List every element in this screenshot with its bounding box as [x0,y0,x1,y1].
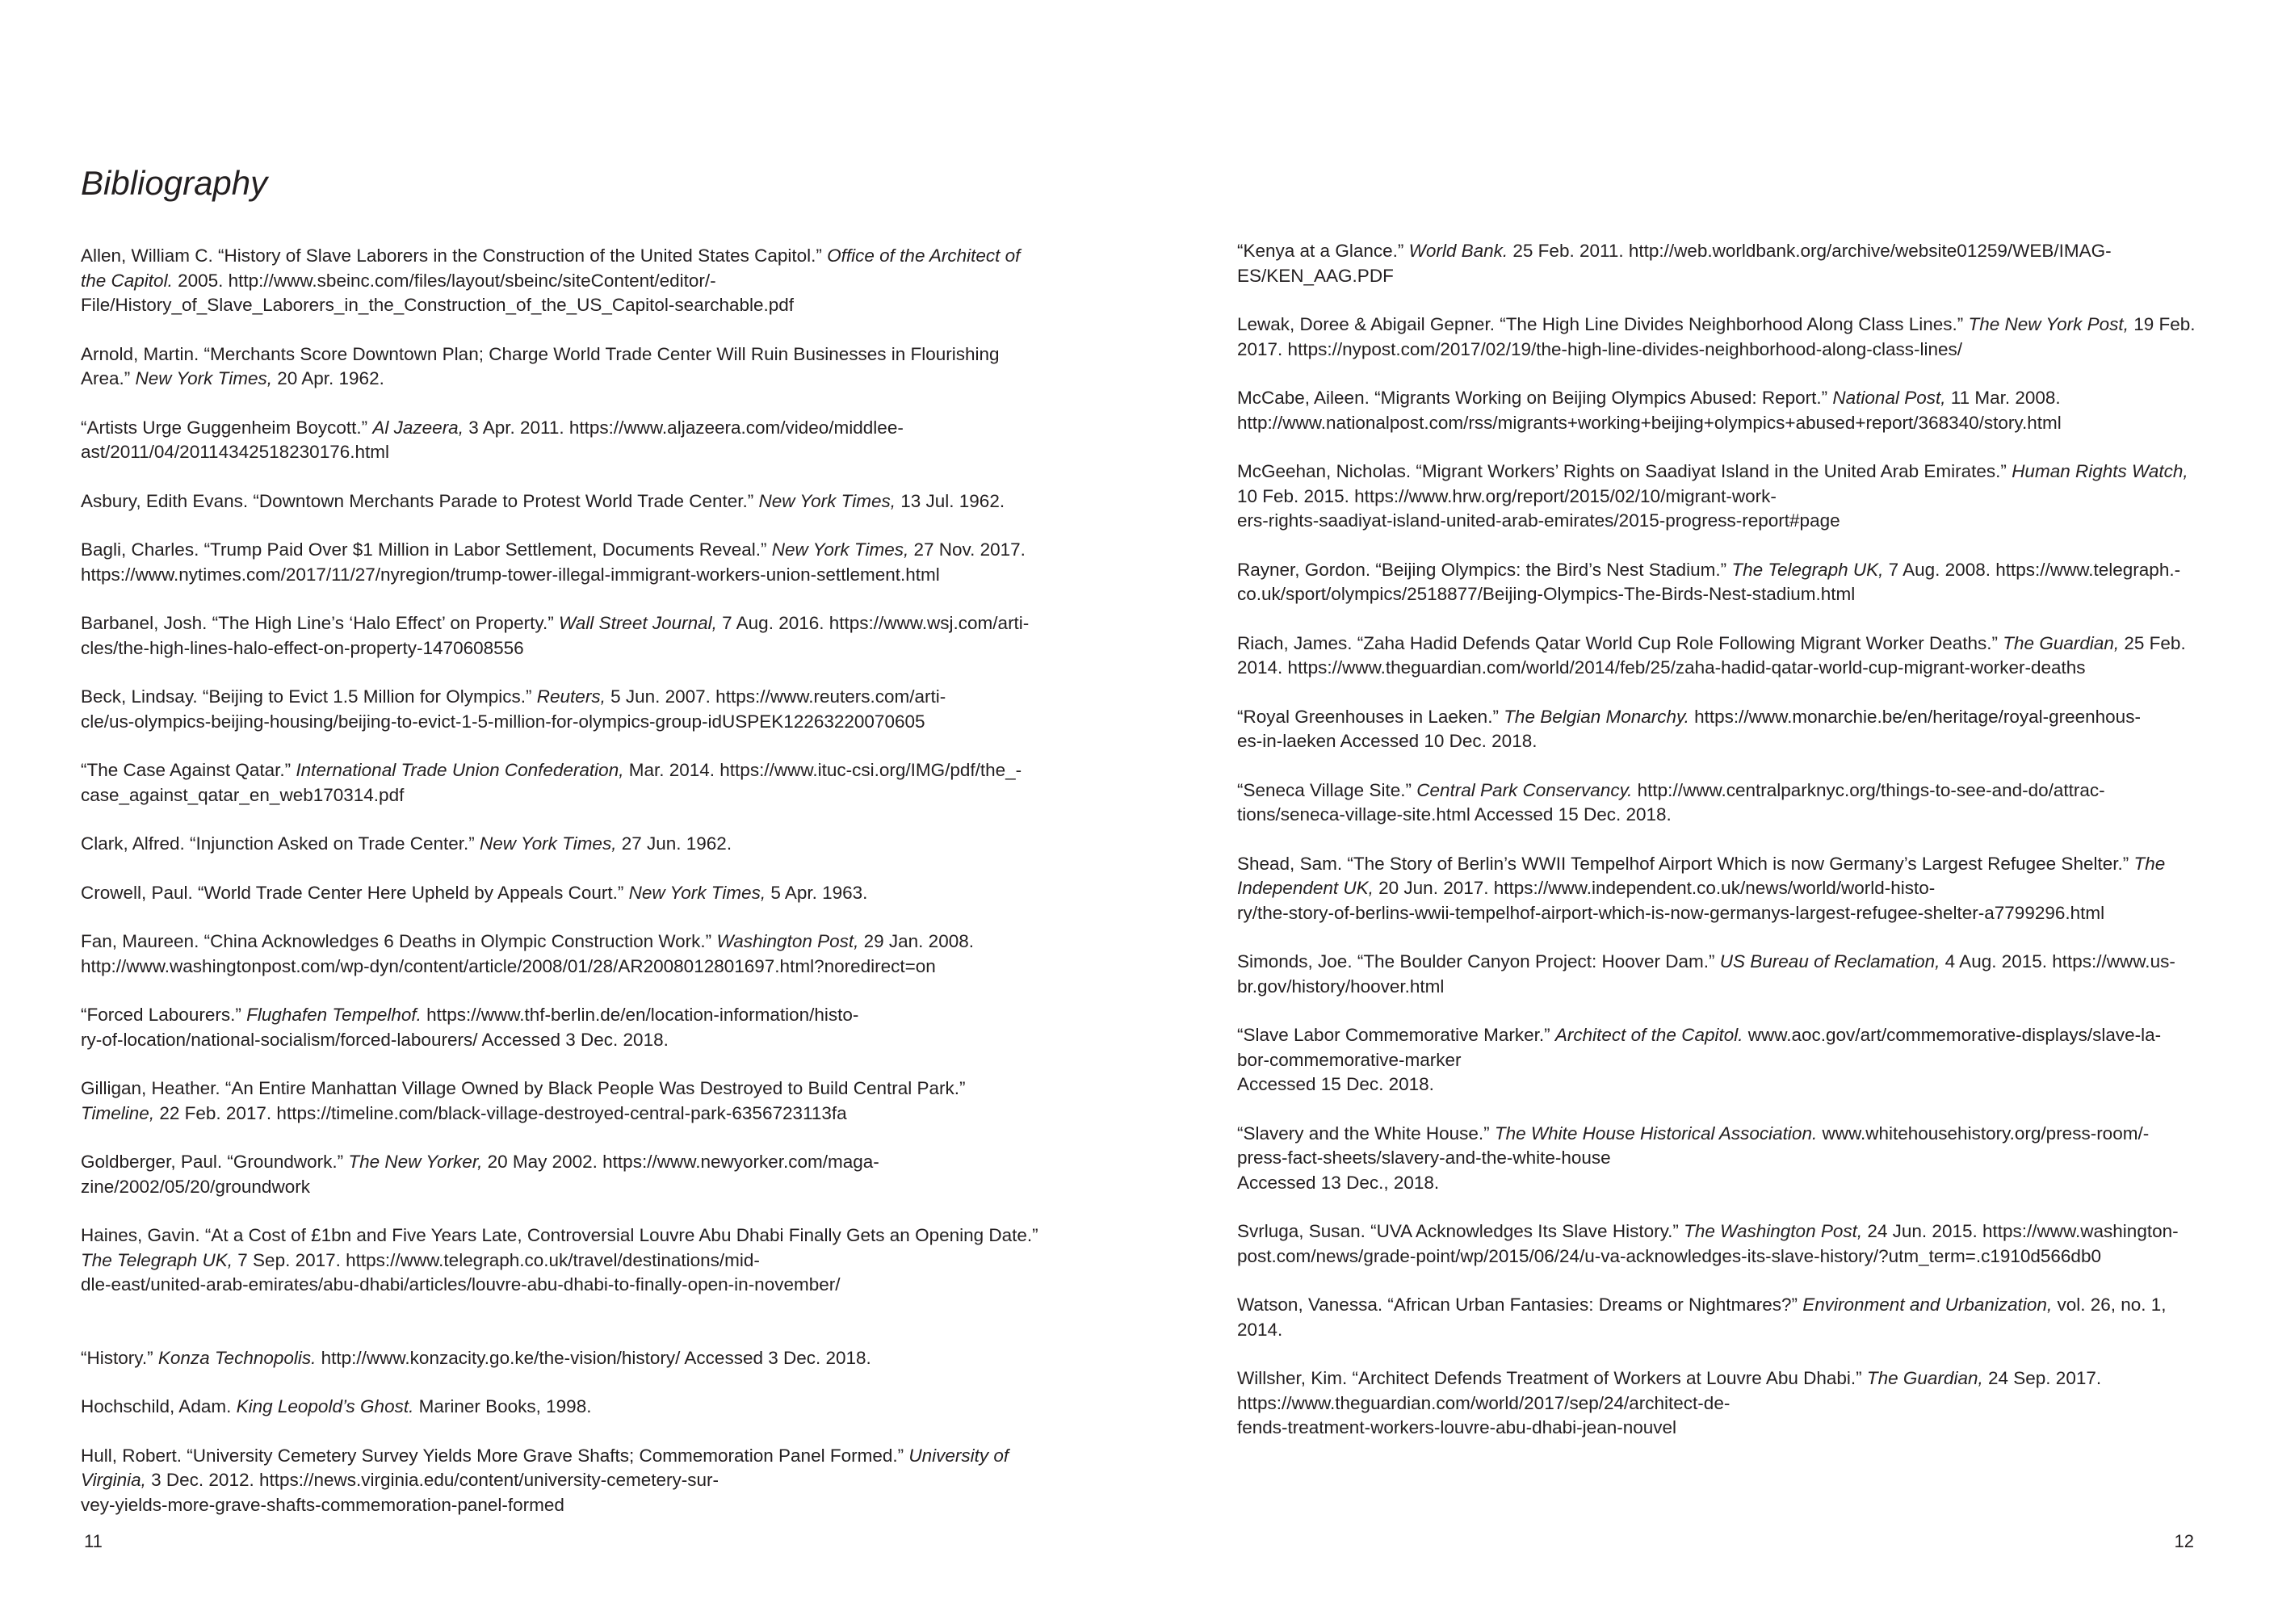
entry-line [1237,975,2230,1000]
citation-text: Asbury, Edith Evans. “Downtown Merchants Parade to Protest World Trade Center.” [81,490,759,511]
bibliography-entry [81,881,1074,906]
bibliography-entry [81,758,1074,808]
entry-line [1237,632,2230,657]
bibliography-entry [81,1150,1074,1199]
entry-line [1237,1244,2230,1269]
citation-text: 3 Dec. 2012. https://news.virginia.edu/content/university-cemetery-sur- [145,1470,719,1490]
citation-text: Accessed 13 Dec., 2018. [1237,1172,1440,1193]
bibliography-entry [1237,1366,2230,1441]
bibliography-entry [1237,950,2230,999]
citation-text: cle/us-olympics-beijing-housing/beijing-to-evict-1-5-million-for-olympics-group-idUSPEK12263220070605 [81,711,925,732]
bibliography-entry [81,538,1074,587]
citation-text: 2017. https://nypost.com/2017/02/19/the-high-line-divides-neighborhood-along-class-lines/ [1237,338,1963,359]
entry-line [1237,338,2230,363]
citation-text: “Kenya at a Glance.” [1237,241,1409,261]
entry-line [81,832,1074,857]
citation-text: br.gov/history/hoover.html [1237,976,1445,997]
bibliography-entry [81,1444,1074,1518]
entry-line [81,342,1074,367]
citation-text: www.aoc.gov/art/commemorative-displays/slave-la- [1743,1025,2162,1045]
bibliography-entry [1237,558,2230,607]
entry-line [81,1444,1074,1469]
entry-line [1237,485,2230,510]
entry-line [81,783,1074,808]
entry-line [81,1003,1074,1028]
source-title: Human Rights Watch, [2012,461,2188,481]
entry-line [81,293,1074,318]
citation-text: 24 Sep. 2017. [1982,1368,2102,1388]
entry-line [1237,1416,2230,1441]
citation-text: https://www.monarchie.be/en/heritage/royal-greenhous- [1689,706,2141,727]
citation-text: Hull, Robert. “University Cemetery Survey Yields More Grave Shafts; Commemoration Panel Formed.” [81,1445,909,1466]
entry-line [1237,1146,2230,1171]
bibliography-entry [1237,239,2230,288]
citation-text: McGeehan, Nicholas. “Migrant Workers’ Rights on Saadiyat Island in the United Arab Emirates.” [1237,461,2012,481]
entry-line [81,489,1074,514]
citation-text: http://www.washingtonpost.com/wp-dyn/content/article/2008/01/28/AR2008012801697.html?noredirect=on [81,955,936,976]
citation-text: Barbanel, Josh. “The High Line’s ‘Halo Effect’ on Property.” [81,613,559,633]
citation-text: 25 Feb. [2119,632,2186,653]
entry-line [81,710,1074,735]
citation-text: ES/KEN_AAG.PDF [1237,265,1394,286]
citation-text: https://www.thf-berlin.de/en/location-information/histo- [421,1005,859,1025]
citation-text: “Forced Labourers.” [81,1005,247,1025]
entry-line [1237,239,2230,264]
citation-text: Mariner Books, 1998. [413,1396,592,1416]
entry-line [81,416,1074,441]
citation-text: ers-rights-saadiyat-island-united-arab-emirates/2015-progress-report#page [1237,510,1840,531]
citation-text: “History.” [81,1347,158,1368]
citation-text: Clark, Alfred. “Injunction Asked on Trade Center.” [81,833,480,854]
source-title: New York Times, [758,490,896,511]
citation-text: Hochschild, Adam. [81,1396,237,1416]
entry-line [1237,656,2230,681]
citation-text: 3 Apr. 2011. https://www.aljazeera.com/video/middlee- [463,417,904,438]
citation-text: 7 Sep. 2017. https://www.telegraph.co.uk/travel/destinations/mid- [233,1249,760,1270]
bibliography-entry [81,342,1074,392]
source-title: Konza Technopolis. [157,1347,317,1368]
citation-text: Shead, Sam. “The Story of Berlin’s WWII Tempelhof Airport Which is now Germany’s Largest Refugee Shelter.” [1237,853,2134,874]
entry-line [81,685,1074,710]
citation-text: cles/the-high-lines-halo-effect-on-property-1470608556 [81,637,524,658]
entry-line [81,881,1074,906]
entry-line [1237,1122,2230,1147]
citation-text: 27 Jun. 1962. [616,833,732,854]
citation-text: “The Case Against Qatar.” [81,760,296,780]
source-title: Reuters, [536,686,606,707]
entry-line [81,1248,1074,1274]
source-title: The White House Historical Association. [1494,1123,1818,1144]
citation-text: “Artists Urge Guggenheim Boycott.” [81,417,373,438]
source-title: Virginia, [81,1470,146,1490]
citation-text: zine/2002/05/20/groundwork [81,1176,310,1197]
entry-line [81,1493,1074,1518]
entry-line [1237,460,2230,485]
entry-line [1237,876,2230,901]
source-title: University of [908,1445,1009,1466]
entry-line [1237,1391,2230,1416]
entry-line [81,1175,1074,1200]
entry-line [1237,582,2230,607]
citation-text: “Royal Greenhouses in Laeken.” [1237,706,1504,727]
bibliography-entry [1237,1122,2230,1196]
bibliography-entry [1237,460,2230,534]
bibliography-entry [81,1346,1074,1371]
source-title: The Telegraph UK, [1731,559,1884,580]
citation-text: Watson, Vanessa. “African Urban Fantasies: Dreams or Nightmares?” [1237,1295,1803,1315]
entry-line [81,758,1074,783]
source-title: World Bank. [1408,241,1508,261]
citation-text: 25 Feb. 2011. http://web.worldbank.org/archive/website01259/WEB/IMAG- [1508,241,2112,261]
bibliography-list-right [1237,239,2230,1465]
citation-text: “Slavery and the White House.” [1237,1123,1495,1144]
citation-text: Svrluga, Susan. “UVA Acknowledges Its Slave History.” [1237,1221,1684,1241]
right-page [1139,0,2278,1624]
source-title: The Washington Post, [1684,1221,1863,1241]
entry-line [1237,705,2230,730]
source-title: Timeline, [81,1102,155,1123]
citation-text: Simonds, Joe. “The Boulder Canyon Project: Hoover Dam.” [1237,951,1720,971]
citation-text: Riach, James. “Zaha Hadid Defends Qatar World Cup Role Following Migrant Worker Deaths.” [1237,632,2003,653]
source-title: King Leopold’s Ghost. [236,1396,414,1416]
entry-line [1237,1366,2230,1391]
entry-line [81,1223,1074,1248]
citation-text: 2014. https://www.theguardian.com/world/2014/feb/25/zaha-hadid-qatar-world-cup-migrant-worker-deaths [1237,657,2086,678]
citation-text: File/History_of_Slave_Laborers_in_the_Construction_of_the_US_Capitol-searchable.pdf [81,295,795,315]
citation-text: 5 Apr. 1963. [766,882,868,903]
entry-line [1237,411,2230,436]
entry-line [81,244,1074,269]
source-title: the Capitol. [81,270,173,291]
entry-line [81,611,1074,636]
citation-text: http://www.konzacity.go.ke/the-vision/history/ Accessed 3 Dec. 2018. [316,1347,871,1368]
entry-line [1237,729,2230,754]
citation-text: Rayner, Gordon. “Beijing Olympics: the Bird’s Nest Stadium.” [1237,559,1732,580]
citation-text: 20 Jun. 2017. https://www.independent.co.uk/news/world/world-histo- [1373,878,1936,898]
source-title: Central Park Conservancy. [1416,779,1633,800]
bibliography-entry [81,1223,1074,1298]
bibliography-entry [1237,632,2230,681]
source-title: The Guardian, [1866,1368,1983,1388]
citation-text: vol. 26, no. 1, [2052,1295,2167,1315]
citation-text: press-fact-sheets/slavery-and-the-white-house [1237,1148,1611,1168]
entry-line [1237,264,2230,289]
source-title: Wall Street Journal, [558,613,717,633]
entry-line [81,440,1074,465]
citation-text: 7 Aug. 2008. https://www.telegraph.- [1883,559,2181,580]
entry-line [81,269,1074,294]
citation-text: 19 Feb. [2128,314,2196,334]
bibliography-entry [1237,313,2230,362]
citation-text: Gilligan, Heather. “An Entire Manhattan Village Owned by Black People Was Destroyed to Build Central Park.” [81,1078,966,1098]
bibliography-entry [81,1395,1074,1420]
entry-line [81,1028,1074,1053]
citation-text: http://www.centralparknyc.org/things-to-see-and-do/attrac- [1632,779,2105,800]
citation-text: 20 Apr. 1962. [271,368,384,388]
entry-line [1237,313,2230,338]
citation-text: dle-east/united-arab-emirates/abu-dhabi/articles/louvre-abu-dhabi-to-finally-open-in-november/ [81,1274,841,1295]
entry-line [81,1150,1074,1175]
citation-text: 7 Aug. 2016. https://www.wsj.com/arti- [716,613,1030,633]
entry-line [1237,950,2230,975]
citation-text: ry-of-location/national-socialism/forced-labourers/ Accessed 3 Dec. 2018. [81,1029,669,1050]
entry-line [81,563,1074,588]
bibliography-entry [81,1076,1074,1126]
entry-line [1237,803,2230,828]
entry-line [1237,778,2230,804]
entry-line [1237,1293,2230,1318]
citation-text: 24 Jun. 2015. https://www.washington- [1862,1221,2179,1241]
bibliography-entry [81,611,1074,661]
source-title: The [2133,853,2166,874]
entry-line [1237,509,2230,534]
source-title: The New Yorker, [348,1152,483,1172]
bibliography-entry [81,685,1074,734]
bibliography-entry [1237,1219,2230,1269]
citation-text: Willsher, Kim. “Architect Defends Treatment of Workers at Louvre Abu Dhabi.” [1237,1368,1867,1388]
source-title: National Post, [1832,388,1946,408]
citation-text: https://www.nytimes.com/2017/11/27/nyregion/trump-tower-illegal-immigrant-workers-union-settlement.html [81,564,940,585]
source-title: Independent UK, [1237,878,1374,898]
source-title: Architect of the Capitol. [1554,1025,1743,1045]
source-title: Washington Post, [716,931,859,951]
citation-text: ast/2011/04/20114342518230176.html [81,442,389,462]
bibliography-entry [81,244,1074,318]
entry-line [1237,1219,2230,1244]
citation-text: Area.” [81,368,136,388]
citation-text: Bagli, Charles. “Trump Paid Over $1 Million in Labor Settlement, Documents Reveal.” [81,539,772,560]
citation-text: Allen, William C. “History of Slave Laborers in the Construction of the United States Capitol.” [81,245,828,266]
citation-text: 2005. http://www.sbeinc.com/files/layout/sbeinc/siteContent/editor/- [172,270,716,291]
citation-text: case_against_qatar_en_web170314.pdf [81,784,405,805]
entry-line [81,1468,1074,1493]
entry-line [81,1395,1074,1420]
citation-text: 11 Mar. 2008. [1945,388,2061,408]
source-title: New York Times, [628,882,766,903]
bibliography-entry [81,489,1074,514]
citation-text: Arnold, Martin. “Merchants Score Downtown Plan; Charge World Trade Center Will Ruin Businesses in Flourishing [81,343,1000,364]
source-title: The Guardian, [2003,632,2120,653]
source-title: International Trade Union Confederation, [296,760,624,780]
source-title: Flughafen Tempelhof. [246,1005,422,1025]
entry-line [81,1273,1074,1298]
bibliography-entry [81,832,1074,857]
entry-line [1237,852,2230,877]
source-title: US Bureau of Reclamation, [1719,951,1940,971]
entry-line [81,1346,1074,1371]
citation-text: Lewak, Doree & Abigail Gepner. “The High Line Divides Neighborhood Along Class Lines.” [1237,314,1969,334]
citation-text: 22 Feb. 2017. https://timeline.com/black-village-destroyed-central-park-6356723113fa [154,1102,847,1123]
bibliography-entry [1237,1023,2230,1097]
entry-line [1237,1048,2230,1073]
entry-line [81,1102,1074,1127]
citation-text: 20 May 2002. https://www.newyorker.com/maga- [482,1152,879,1172]
citation-text: 10 Feb. 2015. https://www.hrw.org/report/2015/02/10/migrant-work- [1237,485,1777,506]
citation-text: Fan, Maureen. “China Acknowledges 6 Deaths in Olympic Construction Work.” [81,931,717,951]
citation-text: McCabe, Aileen. “Migrants Working on Beijing Olympics Abused: Report.” [1237,388,1833,408]
citation-text: ry/the-story-of-berlins-wwii-tempelhof-airport-which-is-now-germanys-largest-refugee-shelter-a7799296.html [1237,902,2105,923]
citation-text: 27 Nov. 2017. [908,539,1026,560]
citation-text: tions/seneca-village-site.html Accessed 15 Dec. 2018. [1237,804,1672,825]
source-title: The New York Post, [1968,314,2129,334]
page-number: 12 [2174,1531,2194,1551]
entry-line [81,929,1074,955]
bibliography-entry [81,929,1074,979]
source-title: New York Times, [135,368,272,388]
bibliography-entry [81,416,1074,465]
citation-text: 4 Aug. 2015. https://www.us- [1940,951,2175,971]
source-title: Environment and Urbanization, [1802,1295,2053,1315]
citation-text: Accessed 15 Dec. 2018. [1237,1074,1434,1094]
citation-text: 5 Jun. 2007. https://www.reuters.com/arti- [605,686,946,707]
entry-line [1237,558,2230,583]
citation-text: 29 Jan. 2008. [858,931,974,951]
source-title: Al Jazeera, [372,417,464,438]
source-title: The Belgian Monarchy. [1504,706,1689,727]
source-title: New York Times, [771,539,909,560]
bibliography-entry [1237,1293,2230,1342]
citation-text: bor-commemorative-marker [1237,1049,1462,1070]
citation-text: co.uk/sport/olympics/2518877/Beijing-Olympics-The-Birds-Nest-stadium.html [1237,584,1856,604]
citation-text: 13 Jul. 1962. [895,490,1005,511]
citation-text: post.com/news/grade-point/wp/2015/06/24/u-va-acknowledges-its-slave-history/?utm_term=.c1910d566db0 [1237,1245,2101,1266]
citation-text: Goldberger, Paul. “Groundwork.” [81,1152,349,1172]
citation-text: Mar. 2014. https://www.ituc-csi.org/IMG/pdf/the_- [623,760,1022,780]
citation-text: “Slave Labor Commemorative Marker.” [1237,1025,1555,1045]
bibliography-entry [1237,778,2230,828]
bibliography-entry [1237,705,2230,754]
bibliography-entry [1237,852,2230,926]
bibliography-list-left [81,244,1074,1542]
bibliography-entry [1237,386,2230,435]
citation-text: Beck, Lindsay. “Beijing to Evict 1.5 Million for Olympics.” [81,686,537,707]
citation-text: vey-yields-more-grave-shafts-commemoration-panel-formed [81,1494,564,1515]
citation-text: https://www.theguardian.com/world/2017/sep/24/architect-de- [1237,1392,1731,1413]
page-number: 11 [84,1531,103,1551]
citation-text: “Seneca Village Site.” [1237,779,1417,800]
entry-line [81,538,1074,563]
entry-line [81,636,1074,661]
source-title: New York Times, [480,833,617,854]
citation-text: Crowell, Paul. “World Trade Center Here Upheld by Appeals Court.” [81,882,629,903]
citation-text: www.whitehousehistory.org/press-room/- [1817,1123,2150,1144]
page-title: Bibliography [81,164,268,202]
entry-line [1237,386,2230,411]
entry-line [81,1076,1074,1102]
citation-text: 2014. [1237,1319,1283,1340]
citation-text: es-in-laeken Accessed 10 Dec. 2018. [1237,731,1538,751]
citation-text: fends-treatment-workers-louvre-abu-dhabi-jean-nouvel [1237,1417,1677,1437]
entry-line [1237,1318,2230,1343]
entry-line [1237,1171,2230,1196]
entry-line [1237,1072,2230,1097]
entry-line [81,367,1074,392]
entry-line [81,955,1074,980]
source-title: The Telegraph UK, [81,1249,233,1270]
entry-line [1237,901,2230,926]
source-title: Office of the Architect of [827,245,1021,266]
bibliography-entry [81,1003,1074,1052]
citation-text: Haines, Gavin. “At a Cost of £1bn and Five Years Late, Controversial Louvre Abu Dhabi Finally Gets an Opening Date.” [81,1225,1038,1245]
entry-line [1237,1023,2230,1048]
citation-text: http://www.nationalpost.com/rss/migrants+working+beijing+olympics+abused+report/368340/story.html [1237,412,2062,433]
